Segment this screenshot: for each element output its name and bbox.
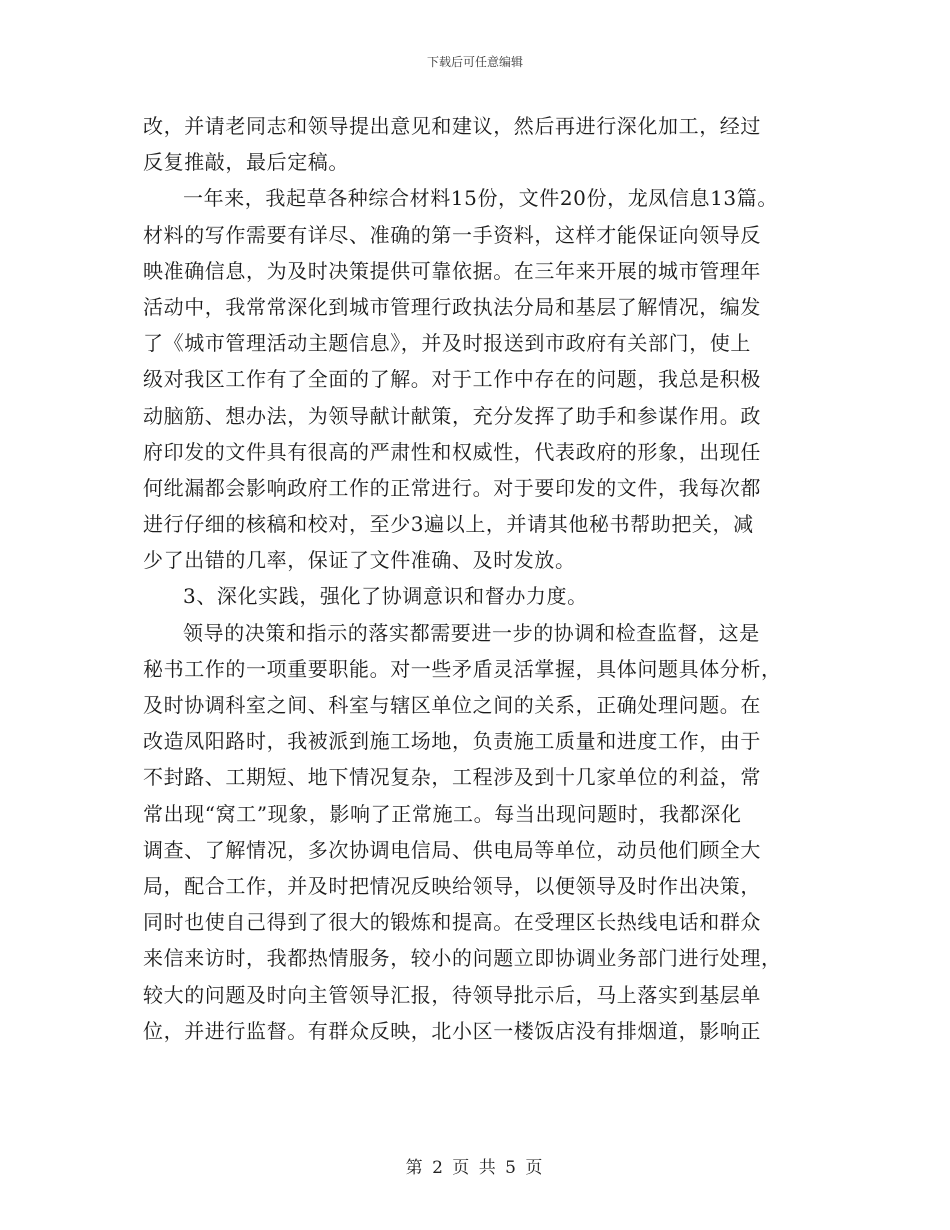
section-heading: 3、深化实践，强化了协调意识和督办力度。 — [183, 584, 588, 609]
text-line: 活动中，我常常深化到城市管理行政执法分局和基层了解情况，编发 — [143, 294, 761, 319]
text-line: 常出现“窝工”现象，影响了正常施工。每当出现问题时，我都深化 — [143, 801, 742, 826]
text-line: 来信来访时，我都热情服务，较小的问题立即协调业务部门进行处理， — [143, 946, 782, 971]
text-line: 何纰漏都会影响政府工作的正常进行。对于要印发的文件，我每次都 — [143, 475, 761, 500]
page-header: 下载后可任意编辑 — [426, 55, 523, 69]
document-body — [143, 108, 823, 1049]
page-number: 第 2 页 共 5 页 — [405, 1158, 545, 1178]
text-line: 进行仔细的核稿和校对，至少3遍以上，并请其他秘书帮助把关，减 — [143, 512, 754, 537]
text-line: 局，配合工作，并及时把情况反映给领导，以便领导及时作出决策， — [143, 873, 761, 898]
text-line: 动脑筋、想办法，为领导献计献策，充分发挥了助手和参谋作用。政 — [143, 403, 761, 428]
text-line: 改造凤阳路时，我被派到施工场地，负责施工质量和进度工作，由于 — [143, 729, 761, 754]
text-line: 较大的问题及时向主管领导汇报，待领导批示后，马上落实到基层单 — [143, 982, 761, 1007]
text-line: 及时协调科室之间、科室与辖区单位之间的关系，正确处理问题。在 — [143, 693, 761, 717]
text-line: 改，并请老同志和领导提出意见和建议，然后再进行深化加工，经过 — [143, 114, 761, 138]
text-line: 映准确信息，为及时决策提供可靠依据。在三年来开展的城市管理年 — [143, 258, 761, 283]
text-line: 一年来，我起草各种综合材料15份，文件20份，龙凤信息13篇。 — [183, 186, 778, 211]
text-line: 同时也使自己得到了很大的锻炼和提高。在受理区长热线电话和群众 — [143, 910, 761, 935]
text-line: 少了出错的几率，保证了文件准确、及时发放。 — [143, 548, 576, 573]
text-line: 不封路、工期短、地下情况复杂，工程涉及到十几家单位的利益，常 — [143, 765, 761, 790]
text-line: 秘书工作的一项重要职能。对一些矛盾灵活掌握，具体问题具体分析， — [143, 656, 782, 681]
text-line: 调查、了解情况，多次协调电信局、供电局等单位，动员他们顾全大 — [143, 837, 761, 862]
text-line: 府印发的文件具有很高的严肃性和权威性，代表政府的形象，出现任 — [143, 439, 761, 464]
text-line: 反复推敲，最后定稿。 — [143, 150, 349, 175]
text-line: 领导的决策和指示的落实都需要进一步的协调和检查监督，这是 — [183, 620, 760, 645]
text-line: 级对我区工作有了全面的了解。对于工作中存在的问题，我总是积极 — [143, 367, 761, 392]
text-line: 材料的写作需要有详尽、准确的第一手资料，这样才能保证向领导反 — [143, 222, 761, 247]
text-line: 了《城市管理活动主题信息》，并及时报送到市政府有关部门，使上 — [143, 331, 751, 356]
text-line: 位，并进行监督。有群众反映，北小区一楼饭店没有排烟道，影响正 — [143, 1018, 761, 1043]
